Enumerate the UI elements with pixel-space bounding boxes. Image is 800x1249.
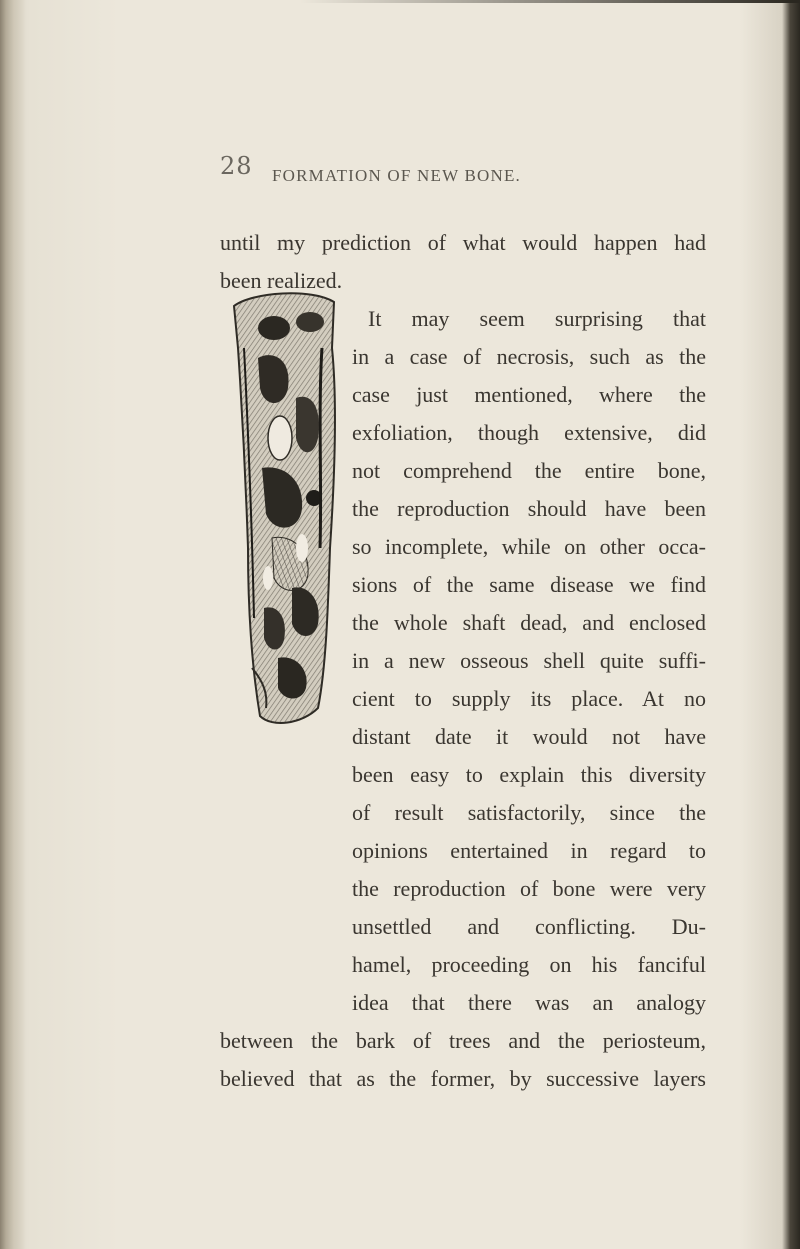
body-line: not comprehend the entire bone, xyxy=(352,458,706,483)
body-line: unsettled and conflicting. Du- xyxy=(352,914,706,939)
body-line: cient to supply its place. At no xyxy=(352,686,706,711)
body-line: so incomplete, while on other occa- xyxy=(352,534,706,559)
body-line: It may seem surprising that xyxy=(368,306,706,331)
body-line: between the bark of trees and the periosteum, xyxy=(220,1028,706,1053)
body-line: in a case of necrosis, such as the xyxy=(352,344,706,369)
page-header xyxy=(220,152,740,200)
binding-edge xyxy=(0,0,26,1249)
body-line: in a new osseous shell quite suffi- xyxy=(352,648,706,673)
bone-illustration xyxy=(222,288,344,728)
body-line: of result satisfactorily, since the xyxy=(352,800,706,825)
bone-shaft-illustration-icon xyxy=(222,288,344,728)
body-line: idea that there was an analogy xyxy=(352,990,706,1015)
page-number: 28 xyxy=(220,152,253,180)
body-line: distant date it would not have xyxy=(352,724,706,749)
body-line: the whole shaft dead, and enclosed xyxy=(352,610,706,635)
body-line: case just mentioned, where the xyxy=(352,382,706,407)
body-line: hamel, proceeding on his fanciful xyxy=(352,952,706,977)
body-line: exfoliation, though extensive, did xyxy=(352,420,706,445)
top-edge-shadow xyxy=(300,0,800,3)
body-line: been easy to explain this diversity xyxy=(352,762,706,787)
body-line: the reproduction of bone were very xyxy=(352,876,706,901)
page-edge-shadow xyxy=(782,0,800,1249)
body-line: until my prediction of what would happen had xyxy=(220,230,706,255)
body-line: opinions entertained in regard to xyxy=(352,838,706,863)
body-line: sions of the same disease we find xyxy=(352,572,706,597)
body-line: been realized. xyxy=(220,268,343,293)
body-line: believed that as the former, by successive layers xyxy=(220,1066,706,1091)
body-line: the reproduction should have been xyxy=(352,496,706,521)
running-head: FORMATION OF NEW BONE. xyxy=(272,166,521,185)
